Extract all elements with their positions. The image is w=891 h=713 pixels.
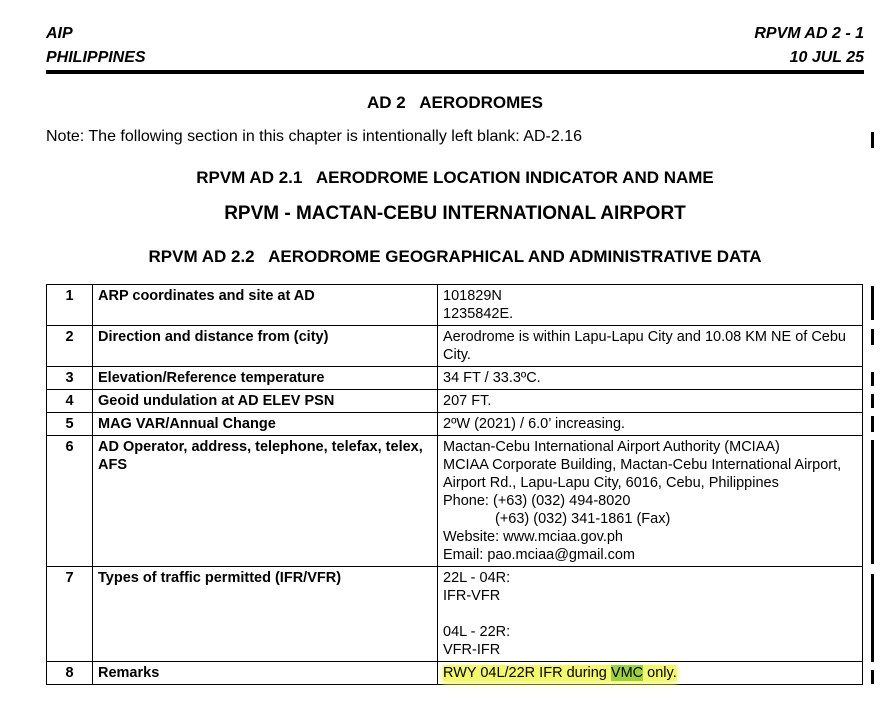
row-subject: Elevation/Reference temperature [93, 367, 438, 390]
change-bar [871, 394, 874, 408]
change-bar [871, 670, 874, 684]
row-subject: Direction and distance from (city) [93, 326, 438, 367]
row-number: 8 [47, 662, 93, 685]
row-value: 34 FT / 33.3ºC. [438, 367, 863, 390]
table-row [47, 326, 863, 367]
table-row [47, 436, 863, 567]
row-value: 207 FT. [438, 390, 863, 413]
row-number: 3 [47, 367, 93, 390]
section-2-1-title: RPVM AD 2.1 AERODROME LOCATION INDICATOR AND NAME [196, 168, 714, 187]
publication-name: AIP [46, 25, 73, 42]
row-value: 22L - 04R: IFR-VFR 04L - 22R: VFR-IFR [438, 567, 863, 662]
row-subject: MAG VAR/Annual Change [93, 413, 438, 436]
chapter-title: AD 2 AERODROMES [366, 93, 543, 112]
row-subject: Remarks [93, 662, 438, 685]
change-bar [871, 132, 874, 148]
change-bar [871, 440, 874, 564]
row-subject: AD Operator, address, telephone, telefax, telex, AFS [93, 436, 438, 567]
header-rule [46, 70, 864, 74]
table-row [47, 413, 863, 436]
page-header-right [754, 22, 864, 70]
row-value: Mactan-Cebu International Airport Authority (MCIAA) MCIAA Corporate Building, Mactan-Cebu International Airport, Airport Rd., Lapu-Lapu City, 6016, Cebu, Philippines Phone: (+63) (032) 494-8020 (+63) (032) 341-1861 (Fax) Website: www.mciaa.gov.ph Email: pao.mciaa@gmail.com [438, 436, 863, 567]
aerodrome-name: RPVM - MACTAN-CEBU INTERNATIONAL AIRPORT [224, 203, 686, 224]
country-name: PHILIPPINES [46, 49, 146, 66]
row-number: 4 [47, 390, 93, 413]
row-value [438, 662, 863, 685]
highlighted-remark: RWY 04L/22R IFR during VMC only. [443, 665, 677, 681]
website: Website: www.mciaa.gov.ph [443, 529, 623, 545]
row-number: 2 [47, 326, 93, 367]
section-2-2-title: RPVM AD 2.2 AERODROME GEOGRAPHICAL AND ADMINISTRATIVE DATA [148, 247, 762, 266]
row-number: 5 [47, 413, 93, 436]
page-reference: RPVM AD 2 - 1 [754, 25, 864, 42]
vmc-highlight: VMC [610, 665, 644, 681]
change-bar [871, 574, 874, 662]
table-row [47, 285, 863, 326]
row-subject: ARP coordinates and site at AD [93, 285, 438, 326]
page-header-left [46, 22, 146, 70]
row-value: 2ºW (2021) / 6.0’ increasing. [438, 413, 863, 436]
row-subject: Geoid undulation at AD ELEV PSN [93, 390, 438, 413]
change-bar [871, 416, 874, 432]
table-row [47, 367, 863, 390]
aerodrome-data-table [46, 284, 863, 685]
row-number: 6 [47, 436, 93, 567]
change-bar [871, 372, 874, 386]
table-row [47, 390, 863, 413]
change-bar [871, 286, 874, 320]
row-value: Aerodrome is within Lapu-Lapu City and 10.08 KM NE of Cebu City. [438, 326, 863, 367]
email: Email: pao.mciaa@gmail.com [443, 547, 636, 563]
change-bar [871, 329, 874, 345]
row-value: 101829N 1235842E. [438, 285, 863, 326]
table-row [47, 662, 863, 685]
blank-section-note: Note: The following section in this chapter is intentionally left blank: AD-2.16 [46, 128, 582, 145]
row-number: 1 [47, 285, 93, 326]
table-row [47, 567, 863, 662]
row-number: 7 [47, 567, 93, 662]
row-subject: Types of traffic permitted (IFR/VFR) [93, 567, 438, 662]
effective-date: 10 JUL 25 [789, 49, 864, 66]
